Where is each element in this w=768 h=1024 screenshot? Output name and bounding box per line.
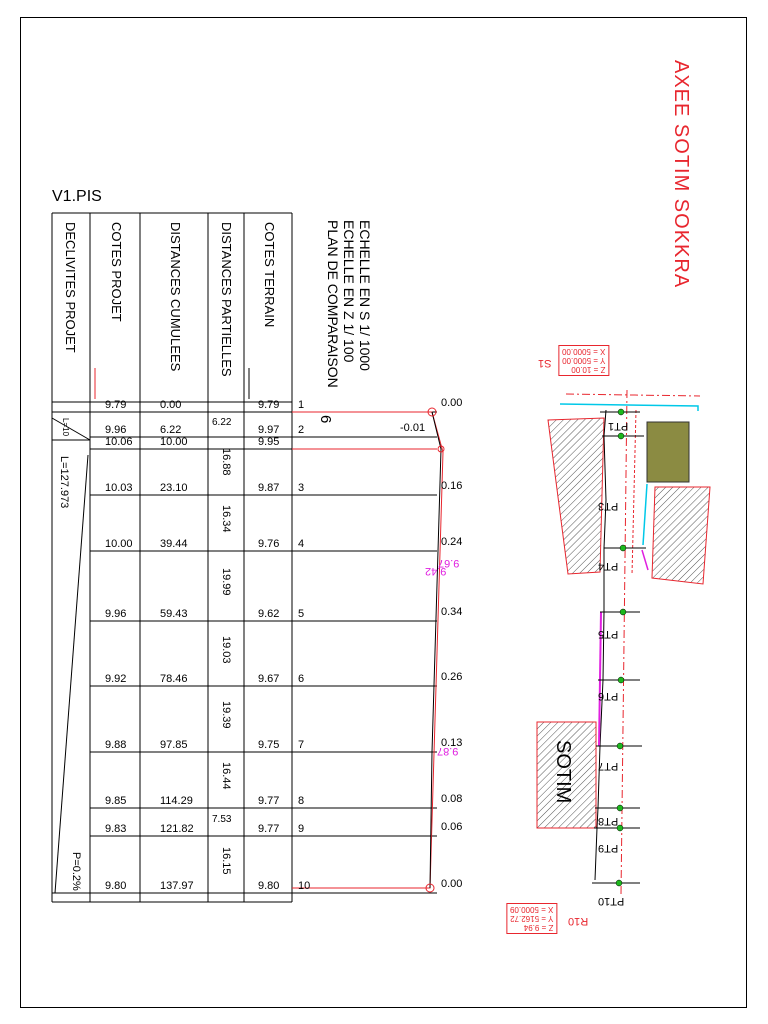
profile-number: 3 — [298, 482, 305, 494]
distance-cumulee-value: 0.00 — [160, 399, 182, 411]
plan-point-label: PT5 — [598, 628, 619, 640]
distance-partielle-value: 19.39 — [220, 701, 232, 729]
profile-difference: 0.26 — [441, 671, 463, 683]
distance-partielle-value: 7.53 — [212, 814, 232, 825]
magenta-level-label: 9.87 — [437, 745, 459, 757]
distance-cumulee-value: 114.29 — [160, 795, 193, 807]
distance-cumulee-value: 6.22 — [160, 424, 182, 436]
profile-number: 10 — [298, 880, 311, 892]
profile-difference: 0.00 — [441, 397, 463, 409]
profile-difference: 0.34 — [441, 606, 463, 618]
cote-projet-value: 9.92 — [105, 673, 127, 685]
axis-title: AXEE SOTIM SOKKRA — [670, 60, 692, 289]
profile-difference: 0.13 — [441, 737, 463, 749]
profile-number: 9 — [298, 823, 305, 835]
cote-projet-value: 10.00 — [105, 538, 133, 550]
scale-z: ECHELLE EN Z 1/ 100 — [341, 220, 357, 363]
declivite-long: L=127.973 — [58, 456, 70, 509]
station-s1-coords: Z = 10.00 Y = 5000.00 X = 5000.00 — [558, 345, 609, 376]
header-distances-partielles: DISTANCES PARTIELLES — [219, 222, 234, 377]
header-cotes-projet: COTES PROJET — [109, 222, 124, 322]
distance-cumulee-value: 10.00 — [160, 436, 188, 448]
cote-projet-value: 9.83 — [105, 823, 127, 835]
plan-point-label: PT4 — [598, 560, 619, 572]
distance-partielle-value: 19.99 — [220, 568, 232, 596]
distance-cumulee-value: 137.97 — [160, 880, 194, 892]
profile-difference: 0.00 — [441, 878, 463, 890]
drawing-title: V1.PIS — [52, 188, 102, 205]
distance-partielle-value: 16.34 — [220, 505, 232, 533]
cote-terrain-value: 9.87 — [258, 482, 280, 494]
distance-cumulee-value: 78.46 — [160, 673, 188, 685]
cote-projet-value: 10.03 — [105, 482, 133, 494]
cote-terrain-value: 9.80 — [258, 880, 280, 892]
magenta-level-label: 9.42 — [425, 565, 447, 577]
cote-projet-value: 9.96 — [105, 424, 127, 436]
cote-terrain-value: 9.62 — [258, 608, 280, 620]
distance-cumulee-value: 97.85 — [160, 739, 188, 751]
distance-cumulee-value: 59.43 — [160, 608, 188, 620]
profile-number: 4 — [298, 538, 305, 550]
cote-projet-value: 10.06 — [105, 436, 133, 448]
station-s1-label: S1 — [538, 357, 552, 369]
profile-number: 2 — [298, 424, 305, 436]
profile-difference: 0.16 — [441, 480, 463, 492]
plan-point-label: PT1 — [608, 420, 629, 432]
profile-number: 1 — [298, 399, 305, 411]
header-cotes-terrain: COTES TERRAIN — [262, 222, 277, 328]
distance-partielle-value: 19.03 — [220, 635, 232, 664]
cote-terrain-value: 9.79 — [258, 399, 280, 411]
cote-projet-value: 9.88 — [105, 739, 127, 751]
cote-terrain-value: 9.95 — [258, 436, 280, 448]
profile-difference: 0.24 — [441, 536, 463, 548]
station-r10-coords: Z = 9.94 Y = 5162.72 X = 5000.09 — [506, 903, 557, 934]
plan-point-label: PT9 — [598, 842, 619, 854]
header-declivites: DECLIVITES PROJET — [63, 222, 78, 353]
profile-number: 7 — [298, 739, 305, 751]
distance-partielle-value: 6.22 — [212, 416, 232, 428]
cote-projet-value: 9.80 — [105, 880, 127, 892]
declivite-l10: L=10 — [61, 418, 70, 437]
profile-difference: 0.08 — [441, 793, 463, 805]
scale-s: ECHELLE EN S 1/ 1000 — [357, 220, 373, 371]
cote-projet-value: 9.79 — [105, 399, 127, 411]
plan-point-label: PT6 — [598, 690, 619, 702]
building-label: SOTIM — [552, 740, 574, 804]
plan-point-label: PT10 — [598, 895, 625, 907]
distance-partielle-value: 16.88 — [220, 448, 232, 476]
profile-difference: 0.06 — [441, 821, 463, 833]
distance-partielle-value: 16.44 — [220, 762, 232, 790]
distance-partielle-value: 16.15 — [220, 846, 232, 875]
plan-point-label: PT8 — [598, 815, 619, 827]
profile-number: 5 — [298, 608, 305, 620]
plan-comparaison: PLAN DE COMPARAISON — [325, 220, 341, 388]
cote-terrain-value: 9.76 — [258, 538, 280, 550]
distance-cumulee-value: 23.10 — [160, 482, 188, 494]
profile-number: 6 — [298, 673, 305, 685]
cote-terrain-value: 9.67 — [258, 673, 280, 685]
header-distances-cumulees: DISTANCES CUMULEES — [168, 222, 183, 372]
cote-terrain-value: 9.77 — [258, 795, 280, 807]
cote-projet-value: 9.85 — [105, 795, 127, 807]
cote-terrain-value: 9.77 — [258, 823, 280, 835]
cote-terrain-value: 9.75 — [258, 739, 280, 751]
profile-number: 8 — [298, 795, 305, 807]
cote-terrain-value: 9.97 — [258, 424, 280, 436]
plan-point-label: PT3 — [598, 500, 619, 512]
station-r10-label: R10 — [568, 915, 589, 927]
profile-difference: -0.01 — [400, 422, 426, 434]
plan-point-label: PT7 — [598, 760, 619, 772]
cote-projet-value: 9.96 — [105, 608, 127, 620]
plan-value: 6 — [317, 415, 334, 424]
distance-cumulee-value: 121.82 — [160, 823, 194, 835]
declivite-p: P=0.2% — [70, 852, 82, 891]
magenta-level-label: 9.67 — [438, 557, 460, 569]
distance-cumulee-value: 39.44 — [160, 538, 188, 550]
